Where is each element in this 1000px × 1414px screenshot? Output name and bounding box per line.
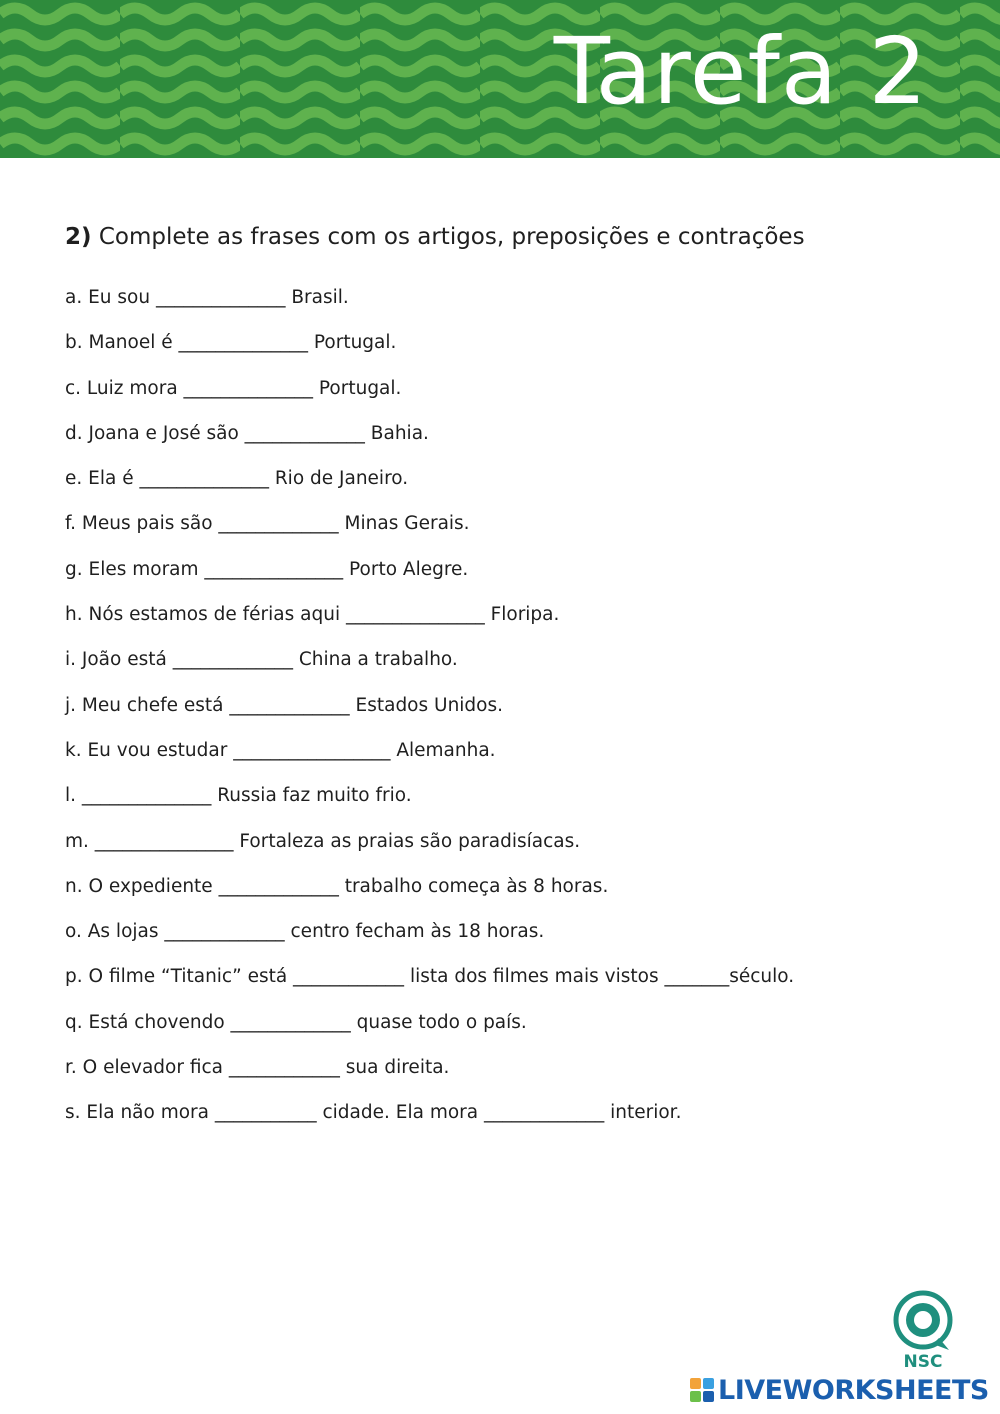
exercise-item: c. Luiz mora ______________ Portugal. — [65, 377, 402, 399]
exercise-item: b. Manoel é ______________ Portugal. — [65, 332, 397, 354]
exercise-item: d. Joana e José são _____________ Bahia. — [65, 422, 429, 444]
exercise-item: q. Está chovendo _____________ quase todo o país. — [65, 1011, 527, 1033]
exercise-item: i. João está _____________ China a trabalho. — [65, 649, 458, 671]
exercise-list — [65, 285, 965, 1146]
question-heading — [65, 224, 805, 250]
nsc-logo — [890, 1290, 956, 1380]
exercise-item: e. Ela é ______________ Rio de Janeiro. — [65, 468, 409, 490]
exercise-item: p. O filme “Titanic” está ____________ lista dos filmes mais vistos _______século. — [65, 966, 795, 988]
speech-bubble-icon — [893, 1290, 953, 1354]
question-text: Complete as frases com os artigos, preposições e contrações — [98, 224, 805, 250]
exercise-item: h. Nós estamos de férias aqui _______________ Floripa. — [65, 604, 560, 626]
exercise-item: s. Ela não mora ___________ cidade. Ela mora _____________ interior. — [65, 1102, 682, 1124]
liveworksheets-logo-icon — [690, 1378, 714, 1402]
exercise-item: g. Eles moram _______________ Porto Alegre. — [65, 558, 469, 580]
exercise-item: l. ______________ Russia faz muito frio. — [65, 785, 412, 807]
exercise-item: j. Meu chefe está _____________ Estados Unidos. — [65, 694, 504, 716]
nsc-logo-text: NSC — [903, 1352, 943, 1372]
exercise-item: f. Meus pais são _____________ Minas Gerais. — [65, 513, 470, 535]
liveworksheets-wordmark: LIVEWORKSHEETS — [718, 1374, 989, 1406]
exercise-item: n. O expediente _____________ trabalho começa às 8 horas. — [65, 875, 609, 897]
header-banner — [0, 0, 1000, 158]
exercise-item: r. O elevador fica ____________ sua direita. — [65, 1057, 450, 1079]
exercise-item: k. Eu vou estudar _________________ Alemanha. — [65, 739, 496, 761]
page-title: Tarefa 2 — [553, 18, 928, 125]
liveworksheets-brand[interactable] — [690, 1374, 989, 1406]
question-number: 2) — [65, 224, 92, 250]
exercise-item: a. Eu sou ______________ Brasil. — [65, 287, 349, 308]
exercise-item: m. _______________ Fortaleza as praias são paradisíacas. — [65, 830, 581, 852]
exercise-item: o. As lojas _____________ centro fecham às 18 horas. — [65, 921, 545, 943]
